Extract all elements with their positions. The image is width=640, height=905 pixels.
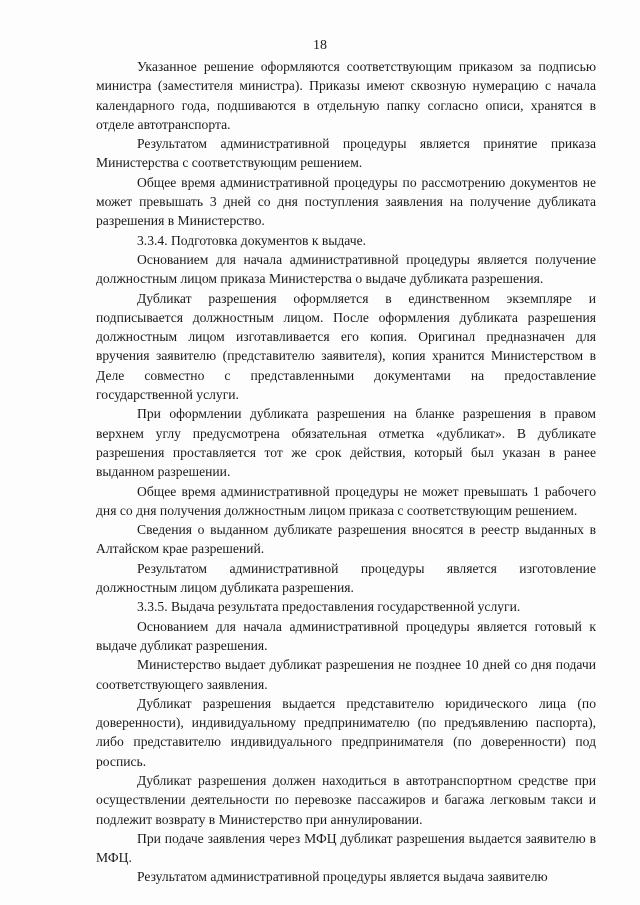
paragraph: При подаче заявления через МФЦ дубликат разрешения выдается заявителю в МФЦ.: [96, 830, 596, 866]
paragraph: Дубликат разрешения оформляется в единственном экземпляре и подписывается должностным лицом. После оформления дубликата разрешения должностным лицом изготавливается его копия. Оригинал предназначен для вручения заявителю (представителю заявителя), копия хранится Министерством в Деле совместно с представленными документами на предоставление государственной услуги.: [96, 290, 596, 403]
section-heading: 3.3.4. Подготовка документов к выдаче.: [137, 232, 367, 248]
paragraph: Общее время административной процедуры по рассмотрению документов не может превышать 3 дней со дня поступления заявления на получение дубликата разрешения в Министерство.: [96, 174, 596, 229]
paragraph: Сведения о выданном дубликате разрешения вносятся в реестр выданных в Алтайском крае разрешений.: [96, 522, 596, 557]
paragraph: Дубликат разрешения должен находиться в автотранспортном средстве при осуществлении деятельности по перевозке пассажиров и багажа легковым такси и подлежит возврату в Министерство при аннулировании.: [96, 772, 596, 827]
paragraph: Результатом административной процедуры является выдача заявителю: [137, 869, 548, 885]
body-text: [96, 57, 596, 887]
paragraph: Основанием для начала административной процедуры является готовый к выдаче дубликат разрешения.: [96, 618, 596, 653]
page-number: 18: [313, 38, 327, 53]
paragraph: При оформлении дубликата разрешения на бланке разрешения в правом верхнем углу предусмотрена обязательная отметка «дубликат». В дубликате разрешения проставляется тот же срок действия, который был указан в ранее выданном разрешении.: [96, 406, 596, 480]
paragraph: Общее время административной процедуры не может превышать 1 рабочего дня со дня получения должностным лицом приказа с соответствующим решением.: [96, 483, 596, 518]
paragraph: Министерство выдает дубликат разрешения не позднее 10 дней со дня подачи соответствующего заявления.: [96, 657, 596, 692]
paragraph: Основанием для начала административной процедуры является получение должностным лицом приказа Министерства о выдаче дубликата разрешения.: [96, 251, 596, 287]
paragraph: Указанное решение оформляются соответствующим приказом за подписью министра (заместителя министра). Приказы имеют сквозную нумерацию с начала календарного года, подшиваются в отдельную папку согласно описи, хранятся в отделе автотранспорта.: [96, 59, 596, 132]
paragraph: Результатом административной процедуры является принятие приказа Министерства с соответствующим решением.: [96, 136, 596, 171]
paragraph: Дубликат разрешения выдается представителю юридического лица (по доверенности), индивидуальному предпринимателю (по предъявлению паспорта), либо представителю индивидуального предпринимателя (по доверенности) под роспись.: [96, 695, 596, 769]
paragraph: Результатом административной процедуры является изготовление должностным лицом дубликата разрешения.: [96, 560, 596, 596]
section-heading: 3.3.5. Выдача результата предоставления государственной услуги.: [137, 599, 521, 615]
